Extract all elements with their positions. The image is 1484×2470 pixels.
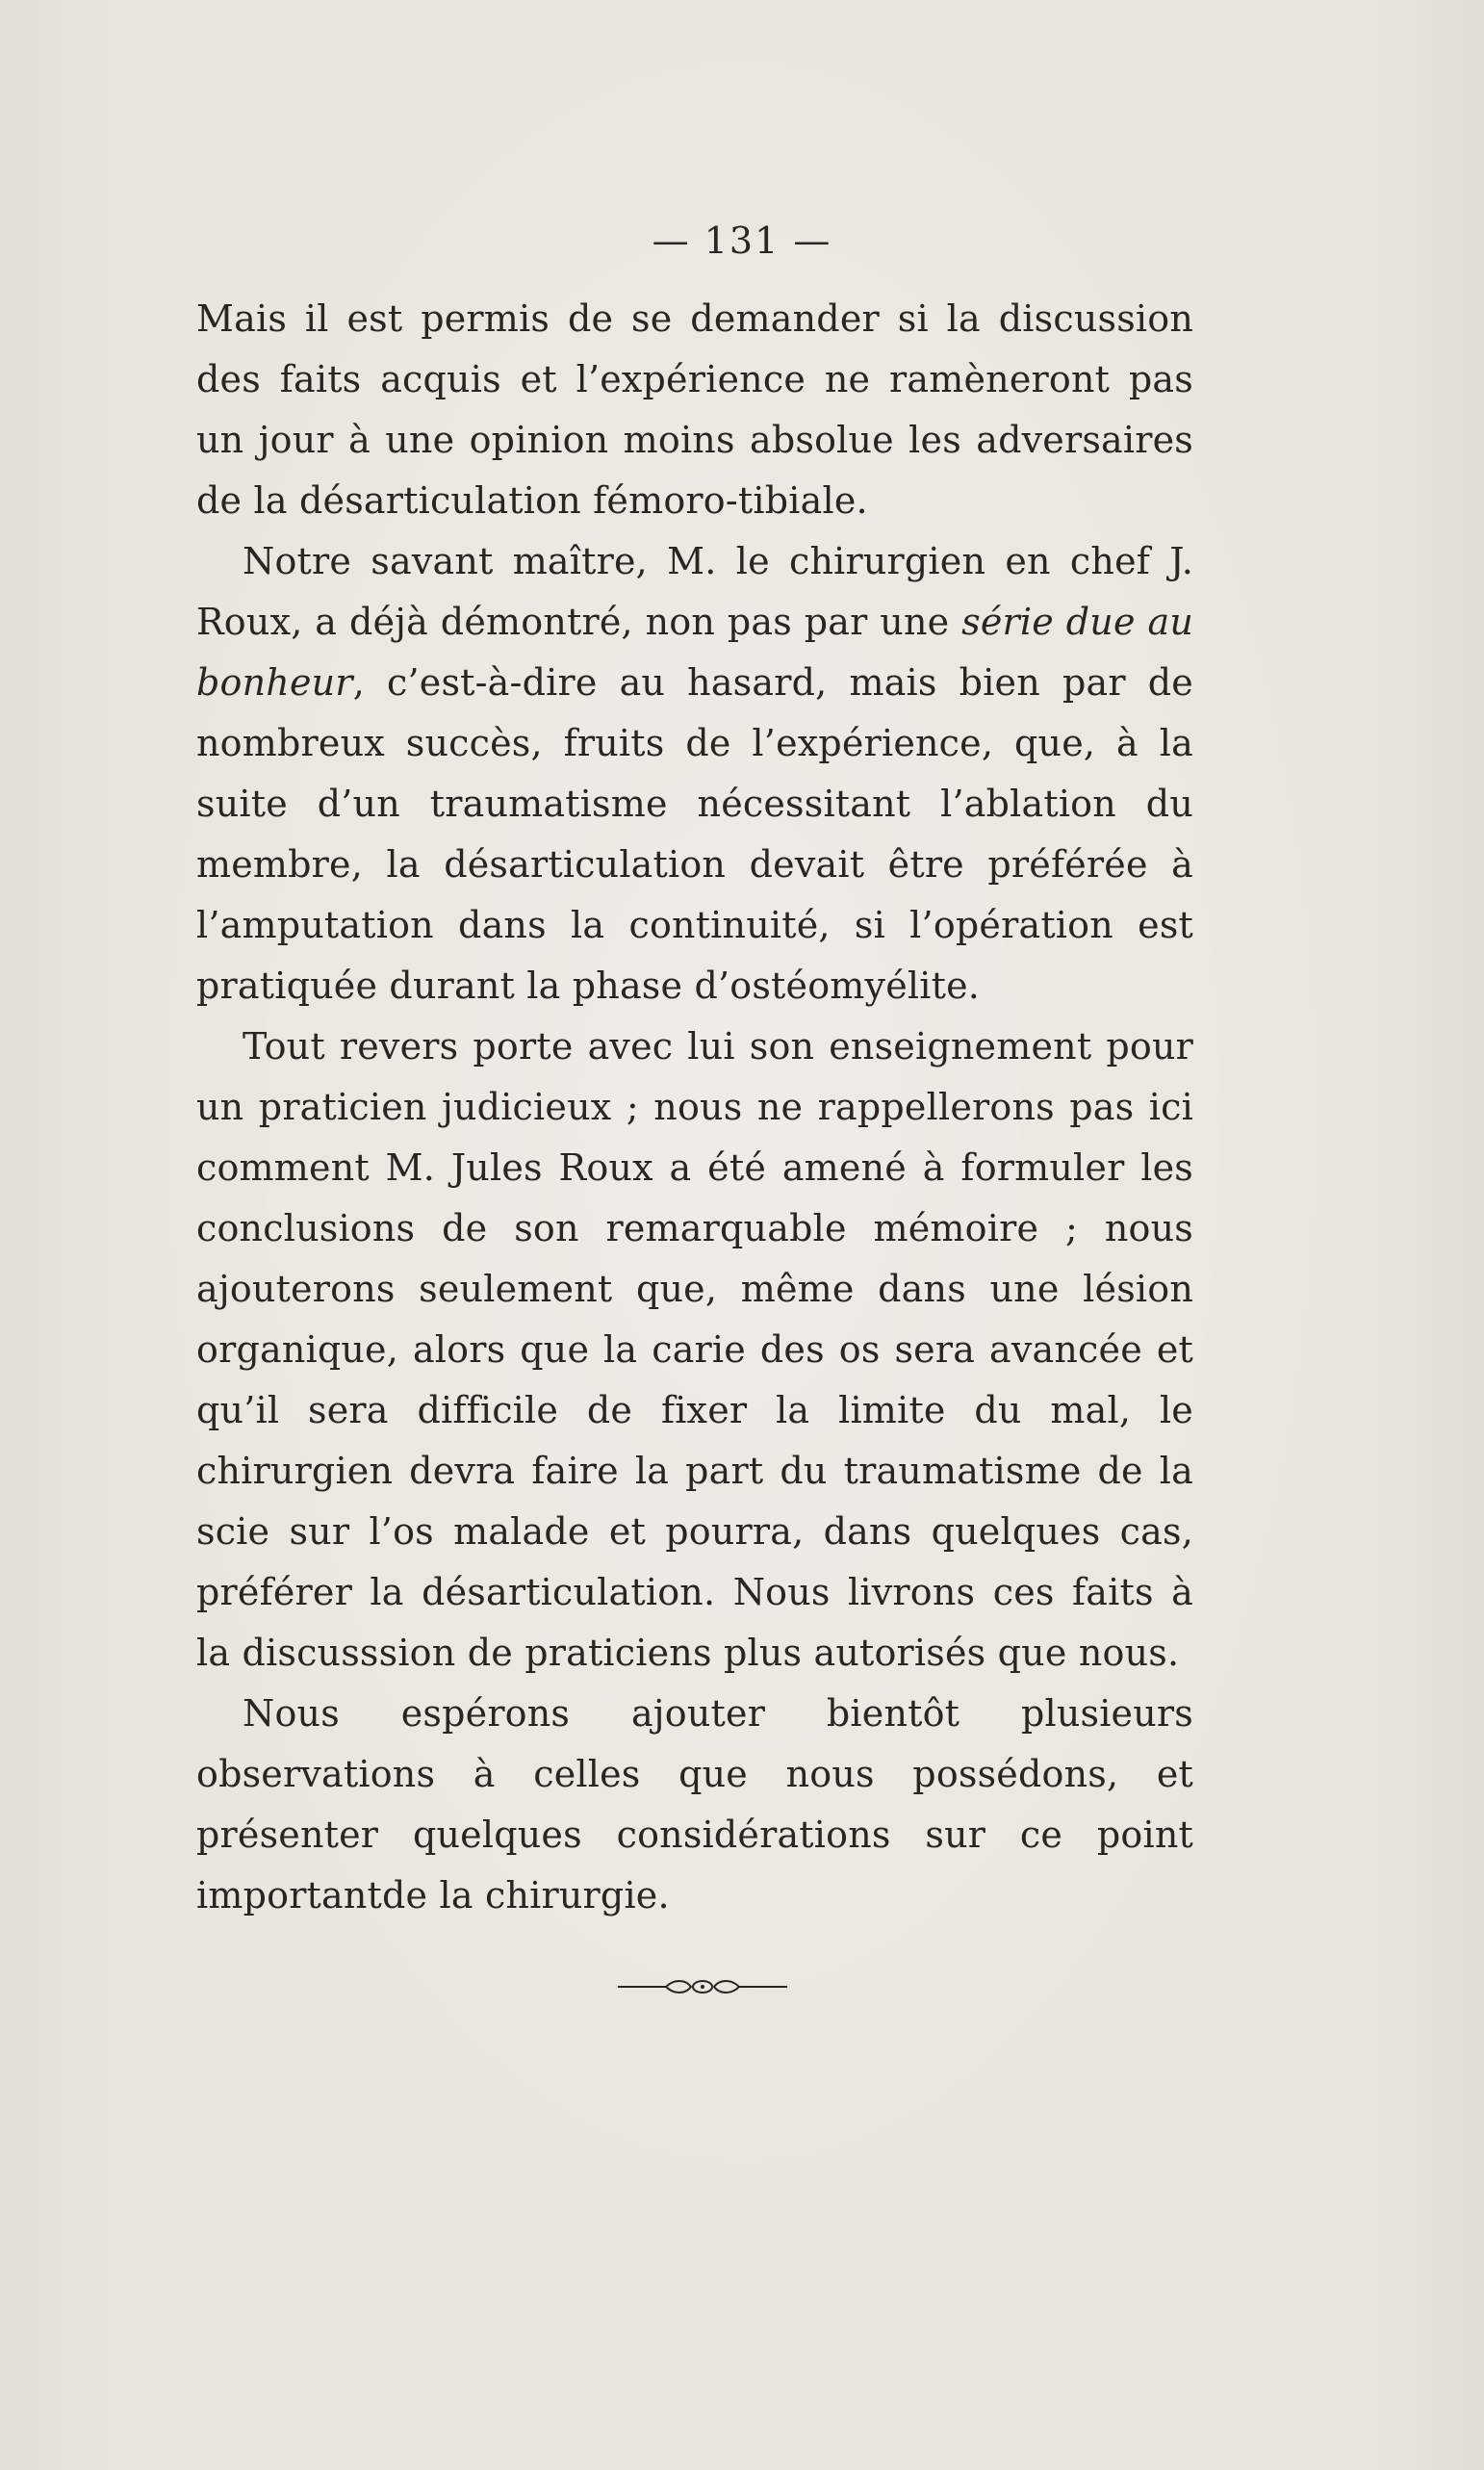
paragraph-3: Tout revers porte avec lui son enseignement pour un praticien judicieux ; nous ne rappellerons pas ici comment M. Jules Roux a été amené à formuler les conclusions de son remarquable mémoire ; nous ajouterons seulement que, même dans une lésion organique, alors que la carie des os sera avancée et qu’il sera difficile de fixer la limite du mal, le chirurgien devra faire la part du traumatisme de la scie sur l’os malade et pourra, dans quelques cas, préférer la désarticulation. Nous livrons ces faits à la discusssion de praticiens plus autorisés que nous. xyxy=(196,1025,1193,1674)
page-number: — 131 — xyxy=(652,219,832,262)
decorative-rule-ornament-icon xyxy=(616,1975,789,1998)
body-text xyxy=(196,289,1193,1926)
paragraph-2-italic-phrase: série due au bonheur xyxy=(196,601,1193,704)
paragraph-4: Nous espérons ajouter bientôt plusieurs observations à celles que nous possédons, et présenter quelques considérations sur ce point importantde la chirurgie. xyxy=(196,1692,1193,1917)
paragraph-2 xyxy=(196,531,1193,1016)
paragraph-1: Mais il est permis de se demander si la discussion des faits acquis et l’expérience ne ramèneront pas un jour à une opinion moins absolue les adversaires de la désarticulation fémoro-tibiale. xyxy=(196,297,1193,522)
paragraph-2-text-before: Notre savant maître, M. le chirurgien en chef J. Roux, a déjà démontré, non pas par une xyxy=(196,540,1193,643)
paragraph-2-text-after: , c’est-à-dire au hasard, mais bien par de nombreux succès, fruits de l’expérience, que, à la suite d’un traumatisme nécessitant l’ablation du membre, la désarticulation devait être préférée à l’amputation dans la continuité, si l’opération est pratiquée durant la phase d’ostéomyélite. xyxy=(196,661,1193,1007)
